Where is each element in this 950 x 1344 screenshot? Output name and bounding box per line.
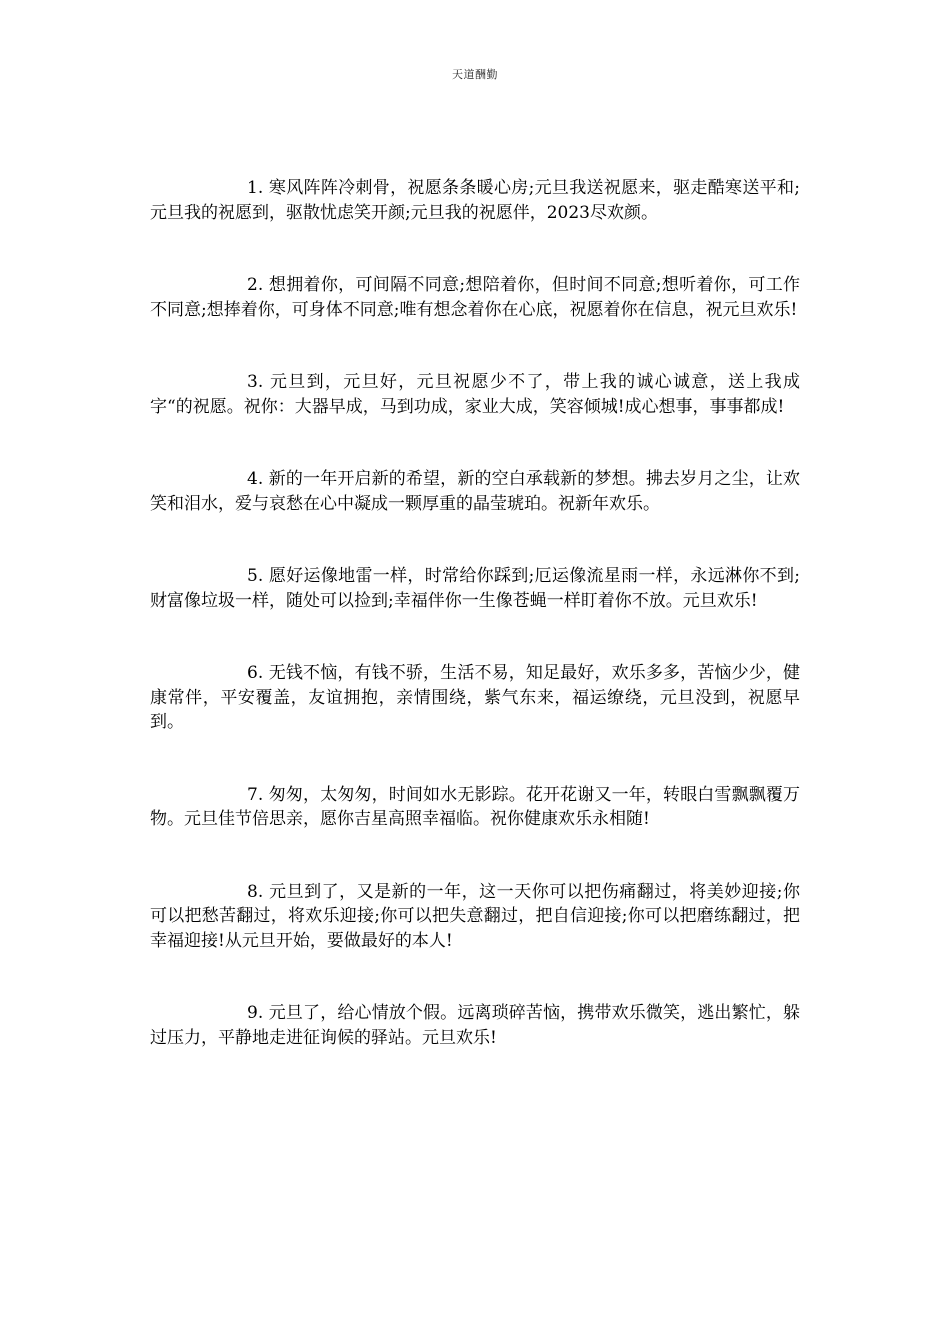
document-body — [150, 176, 800, 1098]
paragraph-8: 8. 元旦到了，又是新的一年，这一天你可以把伤痛翻过，将美妙迎接;你可以把愁苦翻过，将欢乐迎接;你可以把失意翻过，把自信迎接;你可以把磨练翻过，把幸福迎接!从元旦开始，要做最好的本人! — [150, 881, 800, 951]
paragraph-9: 9. 元旦了，给心情放个假。远离琐碎苦恼，携带欢乐微笑，逃出繁忙，躲过压力，平静地走进征询候的驿站。元旦欢乐! — [150, 1003, 800, 1048]
paragraph-1: 1. 寒风阵阵冷刺骨，祝愿条条暖心房;元旦我送祝愿来，驱走酷寒送平和;元旦我的祝愿到，驱散忧虑笑开颜;元旦我的祝愿伴，2023尽欢颜。 — [150, 178, 800, 223]
paragraph-4: 4. 新的一年开启新的希望，新的空白承载新的梦想。拂去岁月之尘，让欢笑和泪水，爱与哀愁在心中凝成一颗厚重的晶莹琥珀。祝新年欢乐。 — [150, 469, 800, 514]
paragraph-6: 6. 无钱不恼，有钱不骄，生活不易，知足最好，欢乐多多，苦恼少少，健康常伴，平安覆盖，友谊拥抱，亲情围绕，紫气东来，福运缭绕，元旦没到，祝愿早到。 — [150, 663, 800, 732]
paragraph-2: 2. 想拥着你，可间隔不同意;想陪着你，但时间不同意;想听着你，可工作不同意;想捧着你，可身体不同意;唯有想念着你在心底，祝愿着你在信息，祝元旦欢乐! — [150, 275, 800, 320]
paragraph-3: 3. 元旦到，元旦好，元旦祝愿少不了，带上我的诚心诚意，送上我成字“的祝愿。祝你：大器早成，马到功成，家业大成，笑容倾城!成心想事，事事都成! — [150, 372, 800, 417]
paragraph-7: 7. 匆匆，太匆匆，时间如水无影踪。花开花谢又一年，转眼白雪飘飘覆万物。元旦佳节倍思亲，愿你吉星高照幸福临。祝你健康欢乐永相随! — [150, 784, 800, 829]
paragraph-5: 5. 愿好运像地雷一样，时常给你踩到;厄运像流星雨一样，永远淋你不到;财富像垃圾一样，随处可以捡到;幸福伴你一生像苍蝇一样盯着你不放。元旦欢乐! — [150, 566, 800, 611]
page-header: 天道酬勤 — [452, 68, 498, 81]
